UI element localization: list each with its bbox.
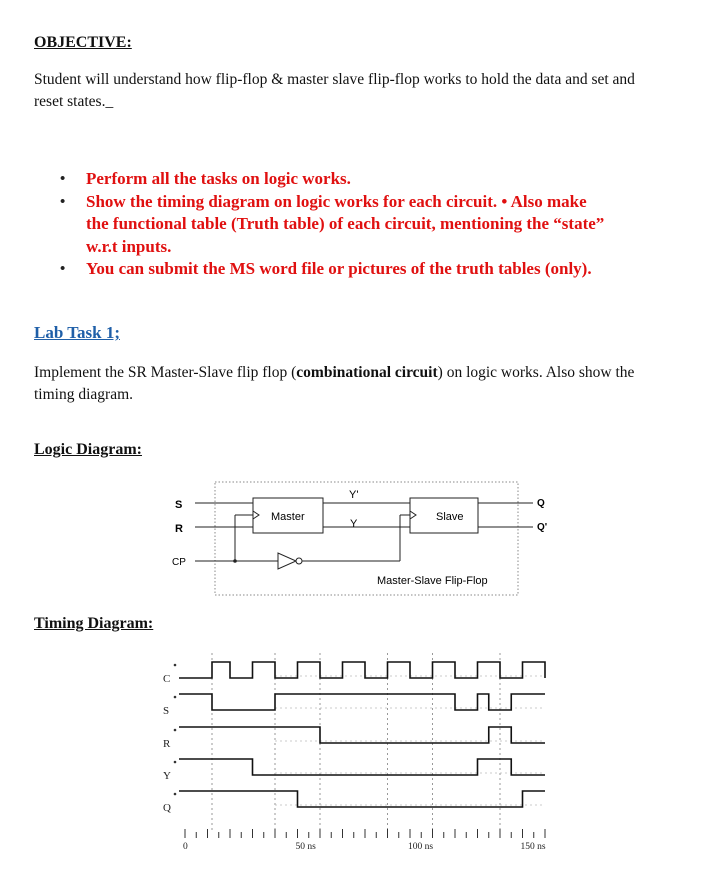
- master-label: Master: [271, 511, 305, 523]
- time-tick-label: 0: [183, 842, 188, 852]
- requirement-item: • You can submit the MS word file or pictures of the truth tables (only).: [56, 258, 696, 281]
- slave-label: Slave: [436, 511, 464, 523]
- output-q-label: Q: [537, 498, 545, 509]
- waveform-q: [179, 791, 545, 807]
- objective-heading: OBJECTIVE:: [34, 34, 132, 51]
- inverter-icon: [278, 553, 296, 569]
- waveform-c: [179, 662, 545, 678]
- signal-label-q: Q: [163, 802, 171, 814]
- bullet-icon: •: [60, 193, 66, 210]
- signal-label-c: C: [163, 673, 171, 685]
- signal-label-y: Y: [163, 770, 171, 782]
- logic-diagram: [165, 470, 555, 605]
- requirement-item: • Perform all the tasks on logic works.: [56, 168, 696, 191]
- signal-dot: [174, 696, 177, 699]
- time-tick-label: 150 ns: [520, 842, 546, 852]
- requirements-list: [56, 168, 696, 281]
- output-q-prime-label: Q': [537, 522, 548, 533]
- waveform-s: [179, 694, 545, 710]
- y-prime-label: Y': [349, 489, 359, 501]
- lab-task-text-line1: Implement the SR Master-Slave flip flop (combinational circuit) on logic works. Also show the: [34, 364, 635, 381]
- lab-task-heading: Lab Task 1;: [34, 323, 120, 342]
- time-tick-label: 50 ns: [295, 842, 316, 852]
- signal-dot: [174, 729, 177, 732]
- lab-task-text: Implement the SR Master-Slave flip flop (combinational circuit) on logic works. Also show the timing diagram.: [34, 362, 694, 406]
- timing-diagram: [155, 648, 575, 858]
- input-s-label: S: [175, 499, 183, 511]
- time-tick-label: 100 ns: [408, 842, 434, 852]
- waveform-y: [179, 759, 545, 775]
- requirement-item: • Show the timing diagram on logic works for each circuit. • Also make the functional table (Truth table) of each circuit, mentioning the “state” w.r.t inputs.: [60, 191, 605, 256]
- waveform-r: [179, 727, 545, 743]
- lab-task-bold-phrase: combinational circuit: [296, 364, 438, 381]
- objective-text: Student will understand how flip-flop & master slave flip-flop works to hold the data and set and reset states._: [34, 71, 635, 110]
- signal-dot: [174, 793, 177, 796]
- signal-dot: [174, 664, 177, 667]
- signal-label-s: S: [163, 705, 170, 717]
- input-cp-label: CP: [172, 557, 186, 568]
- junction-dot: [233, 559, 237, 563]
- bullet-icon: •: [60, 261, 66, 277]
- y-label: Y: [350, 518, 358, 530]
- signal-label-r: R: [163, 738, 171, 750]
- diagram-caption: Master-Slave Flip-Flop: [377, 575, 488, 587]
- bullet-icon: •: [60, 171, 66, 187]
- logic-diagram-heading: Logic Diagram:: [34, 441, 142, 458]
- signal-dot: [174, 761, 177, 764]
- inverter-bubble-icon: [296, 558, 302, 564]
- timing-diagram-heading: Timing Diagram:: [34, 615, 154, 632]
- input-r-label: R: [175, 523, 183, 535]
